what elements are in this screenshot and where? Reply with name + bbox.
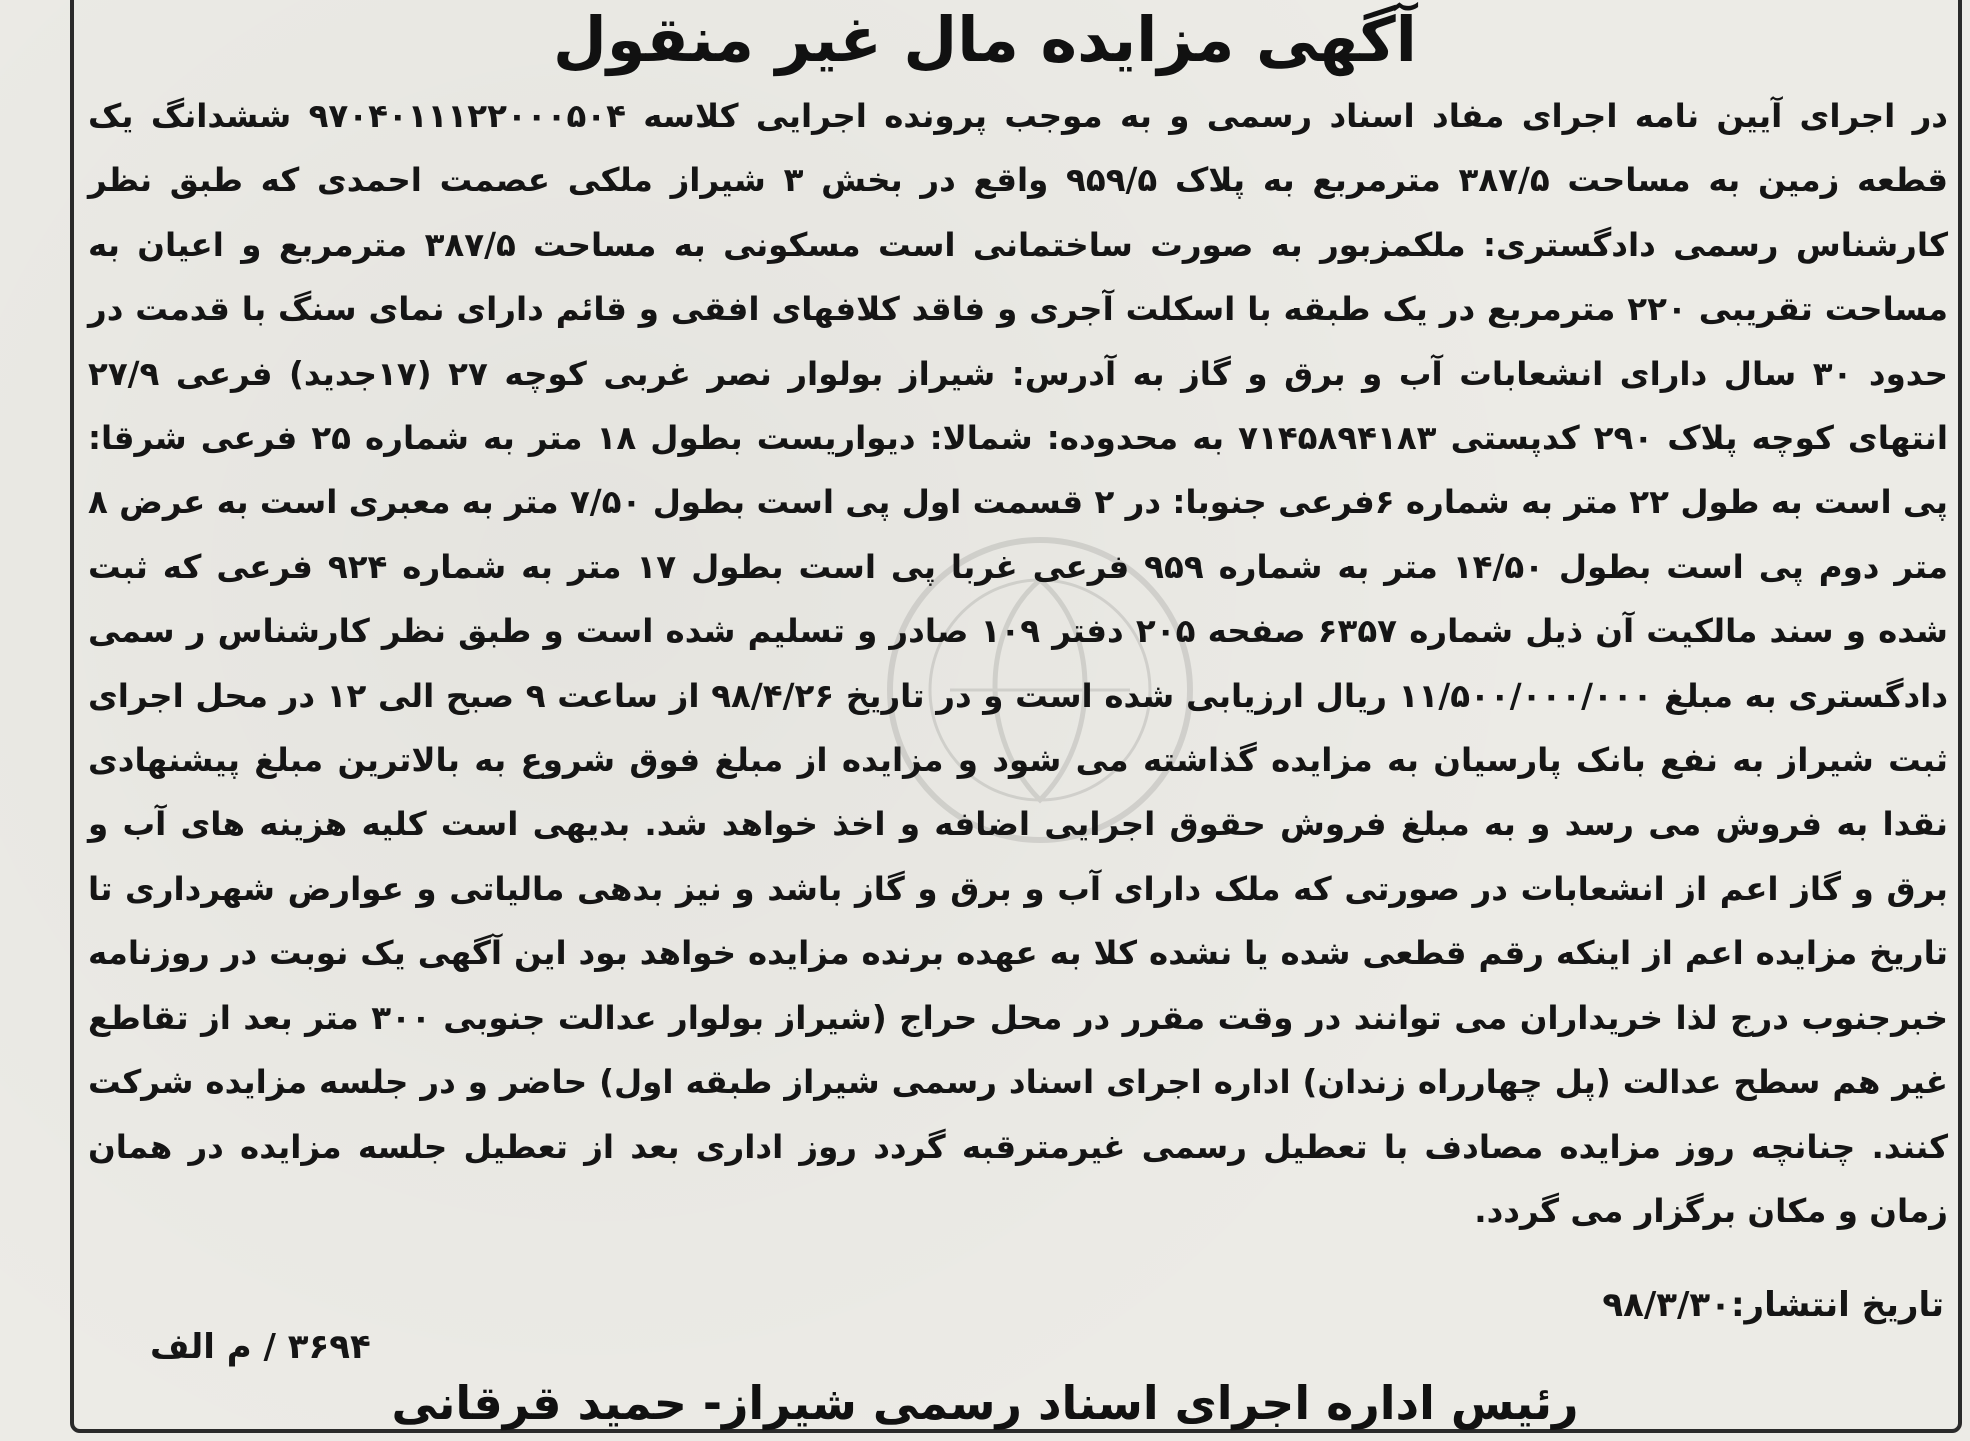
notice-body: در اجرای آیین نامه اجرای مفاد اسناد رسمی و به موجب پرونده اجرایی کلاسه ۹۷۰۴۰۱۱۱۲۲۰۰۰۵۰۴ ششدانگ یک قطعه زمین به مساحت ۳۸۷/۵ مترمربع به پلاک ۹۵۹/۵ واقع در بخش ۳ شیراز ملکی عصمت احمدی که طبق نظر کارشناس رسمی دادگستری: ملکمزبور به صورت ساختمانی است مسکونی به مساحت ۳۸۷/۵ مترمربع و اعیان به مساحت تقریبی ۲۲۰ مترمربع در یک طبقه با اسکلت آجری و فاقد کلافهای افقی و قائم دارای نمای سنگ با قدمت در حدود ۳۰ سال دارای انشعابات آب و برق و گاز به آدرس: شیراز بولوار نصر غربی کوچه ۲۷ (۱۷جدید) فرعی ۲۷/۹ انتهای کوچه پلاک ۲۹۰ کدپستی ۷۱۴۵۸۹۴۱۸۳ به محدوده: شمالا: دیواریست بطول ۱۸ متر به شماره ۲۵ فرعی شرقا: پی است به طول ۲۲ متر به شماره ۶فرعی جنوبا: در ۲ قسمت اول پی است بطول ۷/۵۰ متر به معبری است به عرض ۸ متر دوم پی است بطول ۱۴/۵۰ متر به شماره ۹۵۹ فرعی غربا پی است بطول ۱۷ متر به شماره ۹۲۴ فرعی که ثبت شده و سند مالکیت آن ذیل شماره ۶۳۵۷ صفحه ۲۰۵ دفتر ۱۰۹ صادر و تسلیم شده است و طبق نظر کارشناس ر سمی دادگستری به مبلغ ۱۱/۵۰۰/۰۰۰/۰۰۰ ریال ارزیابی شده است و در تاریخ ۹۸/۴/۲۶ از ساعت ۹ صبح الی ۱۲ در محل اجرای ثبت شیراز به نفع بانک پارسیان به مزایده گذاشته می شود و مزایده از مبلغ فوق شروع به بالاترین مبلغ پیشنهادی نقدا به فروش می رسد و به مبلغ فروش حقوق اجرایی اضافه و اخذ خواهد شد. بدیهی است کلیه هزینه های آب و برق و گاز اعم از انشعابات در صورتی که ملک دارای آب و برق و گاز باشد و نیز بدهی مالیاتی و عوارض شهرداری تا تاریخ مزایده اعم از اینکه رقم قطعی شده یا نشده کلا به عهده برنده مزایده خواهد بود این آگهی یک نوبت در روزنامه خبرجنوب درج لذا خریداران می توانند در وقت مقرر در محل حراج (شیراز بولوار عدالت جنوبی ۳۰۰ متر بعد از تقاطع غیر هم سطح عدالت (پل چهارراه زندان) اداره اجرای اسناد رسمی شیراز طبقه اول) حاضر و در جلسه مزایده شرکت کنند. چنانچه روز مزایده مصادف با تعطیل رسمی غیرمترقبه گردد روز اداری بعد از تعطیل جلسه مزایده در همان زمان و مکان برگزار می گردد. [88,97,1949,1230]
publication-date: تاریخ انتشار:۹۸/۳/۳۰ [1602,1285,1944,1325]
signature-line: رئیس اداره اجرای اسناد رسمی شیراز- حمید قرقانی [391,1376,1579,1430]
reference-code: ۳۶۹۴ / م الف [150,1327,371,1367]
notice-title: آگهی مزایده مال غیر منقول [553,3,1417,76]
